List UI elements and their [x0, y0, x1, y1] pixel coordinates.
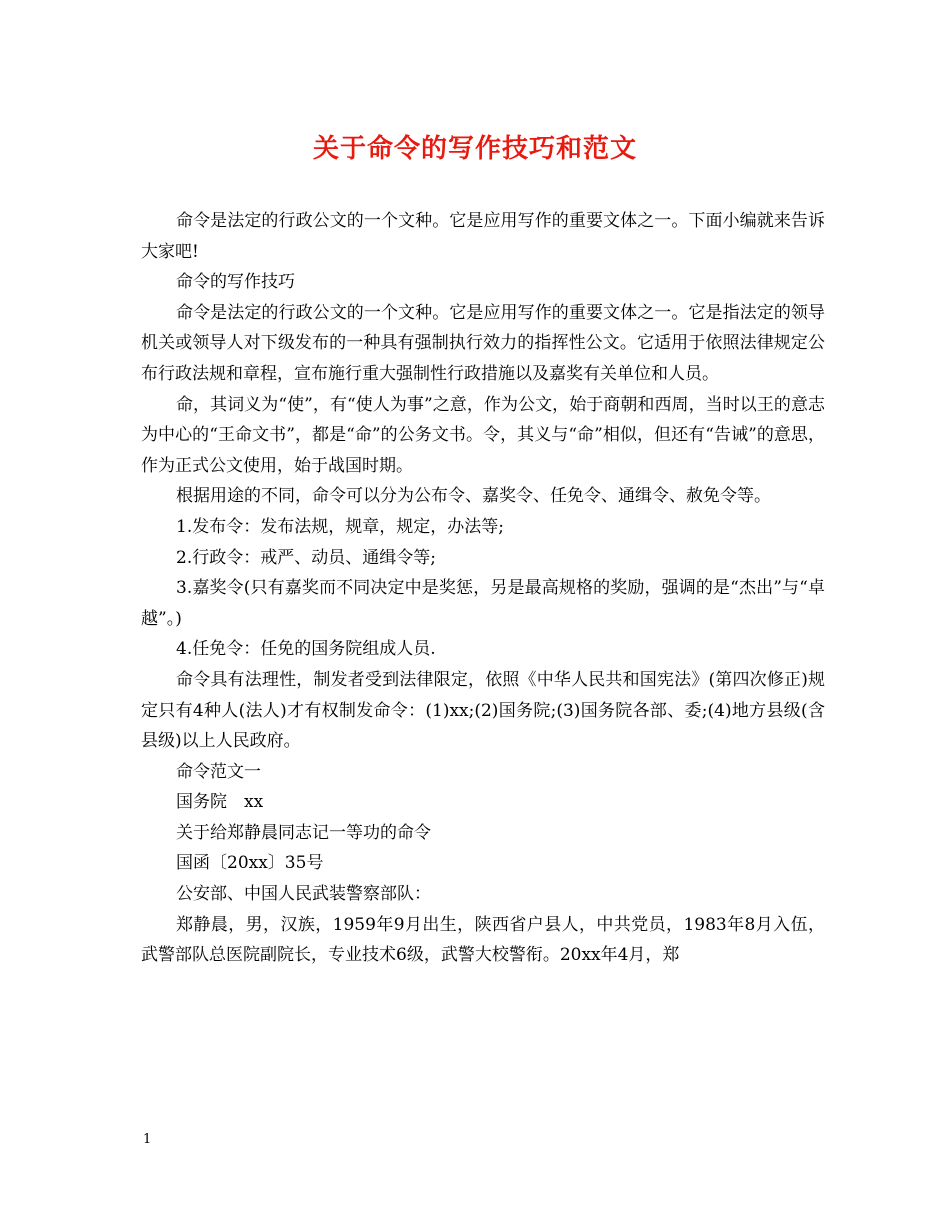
section-heading: 命令范文一	[176, 761, 261, 782]
paragraph: 命令具有法理性，制发者受到法律限定，依照《中华人民共和国宪法》(第四次修正)规定只有4种人(法人)才有权制发命令：(1)xx;(2)国务院;(3)国务院各部、委;(4)地方县级(含县级)以上人民政府。	[141, 669, 825, 752]
paragraph: 郑静晨，男，汉族，1959年9月出生，陕西省户县人，中共党员，1983年8月入伍，武警部队总医院副院长，专业技术6级，武警大校警衔。20xx年4月，郑	[141, 914, 825, 966]
list-item: 4.任免令：任免的国务院组成人员.	[176, 639, 436, 660]
section-heading: 命令的写作技巧	[176, 272, 295, 293]
paragraph: 命令是法定的行政公文的一个文种。它是应用写作的重要文体之一。下面小编就来告诉大家吧!	[141, 211, 825, 262]
list-item: 3.嘉奖令(只有嘉奖而不同决定中是奖惩，另是最高规格的奖励，强调的是“杰出”与“卓越”。)	[141, 578, 825, 629]
list-item: 1.发布令：发布法规，规章，规定，办法等;	[176, 516, 504, 537]
document-title: 关于命令的写作技巧和范文	[312, 134, 637, 164]
list-item: 2.行政令：戒严、动员、通缉令等;	[176, 547, 436, 568]
page-number: 1	[143, 1132, 152, 1147]
paragraph: 命令是法定的行政公文的一个文种。它是应用写作的重要文体之一。它是指法定的领导机关或领导人对下级发布的一种具有强制执行效力的指挥性公文。它适用于依照法律规定公布行政法规和章程，宣布施行重大强制性行政措施以及嘉奖有关单位和人员。	[141, 302, 825, 384]
paragraph: 根据用途的不同，命令可以分为公布令、嘉奖令、任免令、通缉令、赦免令等。	[176, 486, 771, 507]
paragraph: 命，其词义为“使”，有“使人为事”之意，作为公文，始于商朝和西周，当时以王的意志为中心的“王命文书”，都是“命”的公务文书。令，其义与“命”相似，但还有“告诫”的意思，作为正式公文使用，始于战国时期。	[141, 394, 825, 476]
issuer-line: 国务院 xx	[176, 792, 264, 813]
order-title: 关于给郑静晨同志记一等功的命令	[176, 822, 431, 843]
document-number: 国函〔20xx〕35号	[176, 853, 324, 874]
recipient-line: 公安部、中国人民武装警察部队：	[176, 884, 431, 905]
document-body	[141, 206, 825, 971]
